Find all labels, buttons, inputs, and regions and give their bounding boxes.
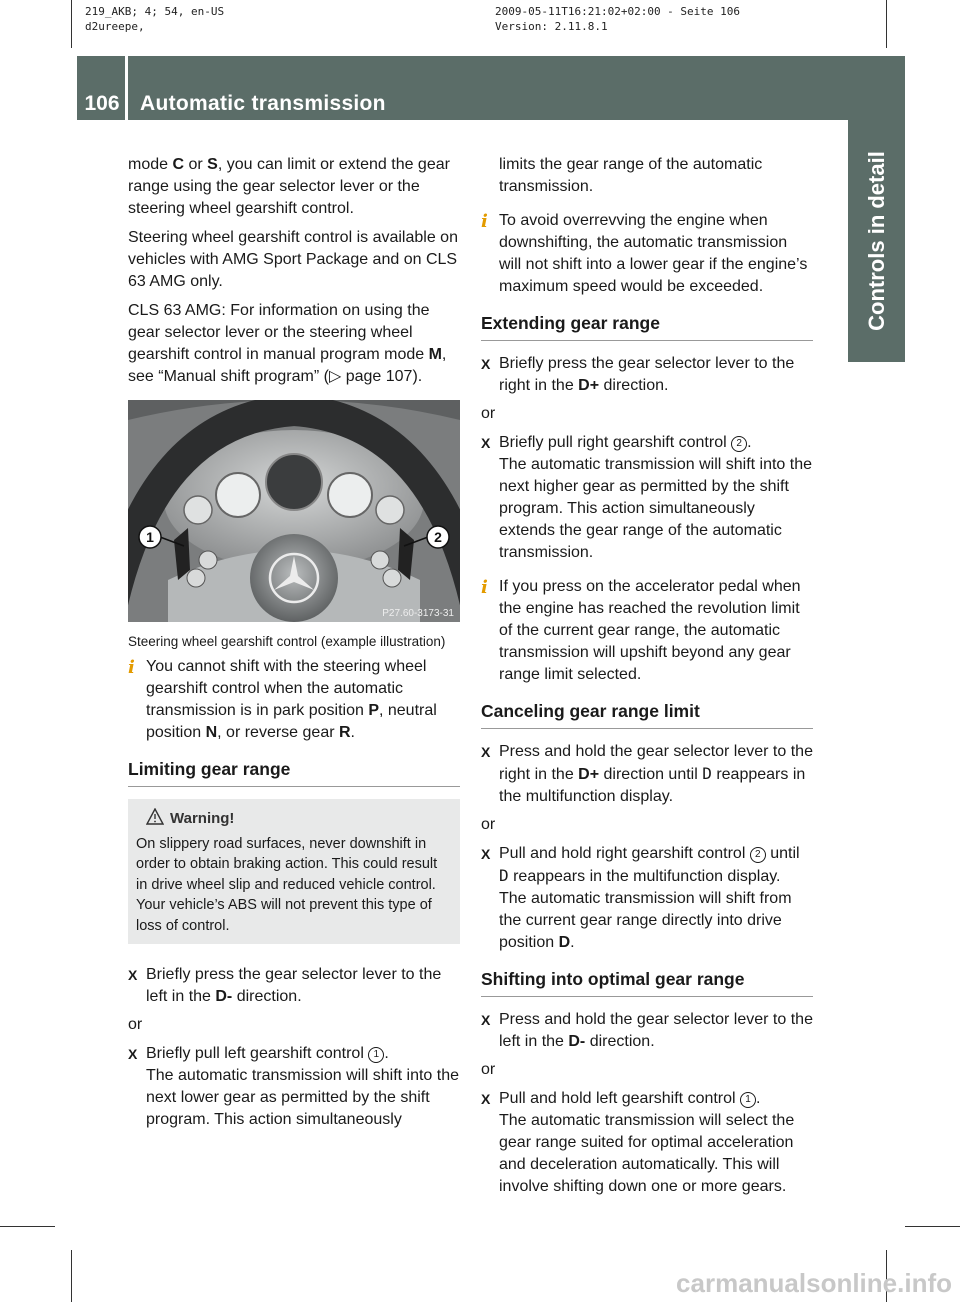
info-note: i To avoid overrevving the engine when downshifting, the automatic transmission will not shift into a lower gear if the engine’s maximum speed would be exceeded. [481, 211, 808, 295]
callout-number-icon: 1 [368, 1047, 384, 1063]
info-note: i If you press on the accelerator pedal when the engine has reached the revolution limit of the current gear range, the automatic transmission will upshift beyond any gear range limit selected. [481, 577, 801, 683]
figure-caption: Steering wheel gearshift control (example illustration) [128, 634, 446, 649]
callout-2: 2 [434, 529, 442, 545]
step-arrow-icon: X [481, 435, 491, 451]
steering-wheel-figure [128, 400, 460, 622]
step-arrow-icon: X [481, 846, 491, 862]
warning-triangle-icon [146, 808, 164, 832]
or-separator: or [481, 1061, 496, 1078]
step-arrow-icon: X [481, 1012, 491, 1028]
crop-mark-top-left [71, 0, 72, 48]
step-arrow-icon: X [481, 744, 491, 760]
right-column [481, 154, 813, 1204]
step-arrow-icon: X [481, 356, 491, 372]
or-separator: or [481, 405, 496, 422]
meta-user: d2ureepe, [85, 20, 145, 33]
print-meta-left [85, 4, 224, 34]
print-meta-right [495, 4, 740, 34]
section-heading: Limiting gear range [128, 758, 460, 787]
paragraph: limits the gear range of the automatic transmission. [499, 156, 763, 195]
instruction-step: X Pull and hold left gearshift control 1 . The automatic transmission will select the gear range suited for optimal acceleration and deceleration automatically. This will involve shifting down one or more gears. [481, 1088, 813, 1198]
footer-rule-right [905, 1226, 960, 1227]
meta-timestamp: 2009-05-11T16:21:02+02:00 - Seite 106 [495, 5, 741, 18]
info-icon: i [481, 577, 488, 598]
instruction-step: X Press and hold the gear selector lever to the left in the D- direction. [481, 1011, 813, 1050]
warning-title: Warning! [170, 809, 452, 830]
step-arrow-icon: X [128, 1046, 138, 1062]
figure-code: P27.60-3173-31 [382, 608, 454, 619]
chapter-tab-label: Controls in detail [863, 151, 889, 331]
step-result: The automatic transmission will shift into the next higher gear as permitted by the shift program. This action simultaneously extends the gear range of the automatic transmission. [499, 456, 813, 561]
section-heading: Canceling gear range limit [481, 700, 813, 729]
paragraph: mode C or S, you can limit or extend the gear range using the gear selector lever or the steering wheel gearshift control. [128, 156, 450, 217]
display-glyph: D [702, 764, 712, 783]
steering-wheel-illustration [128, 400, 460, 622]
footer-rule-left [0, 1226, 55, 1227]
section-heading: Extending gear range [481, 312, 813, 341]
watermark: carmanualsonline.info [676, 1268, 952, 1298]
display-glyph: D [499, 866, 509, 885]
step-result: The automatic transmission will shift into the next lower gear as permitted by the shift program. This action simultaneously [146, 1067, 460, 1128]
instruction-step: X Press and hold the gear selector lever to the right in the D+ direction until D reappears in the multifunction display. [481, 743, 813, 805]
instruction-step: X Briefly pull left gearshift control 1 . The automatic transmission will shift into the next lower gear as permitted by the shift program. This action simultaneously [128, 1043, 460, 1131]
step-result: The automatic transmission will select the gear range suited for optimal acceleration and deceleration automatically. This will involve shifting down one or more gears. [499, 1112, 795, 1195]
paragraph: CLS 63 AMG: For information on using the gear selector lever or the steering wheel gearshift control in manual program mode M, see “Manual shift program” (▷ page 107). [128, 302, 447, 385]
instruction-step: X Briefly pull right gearshift control 2 . The automatic transmission will shift into the next higher gear as permitted by the shift program. This action simultaneously extends the gear range of the automatic transmission. [481, 432, 813, 564]
callout-1: 1 [146, 529, 154, 545]
callout-number-icon: 2 [750, 847, 766, 863]
crop-mark-bottom-left [71, 1250, 72, 1302]
warning-text: On slippery road surfaces, never downshift in order to obtain braking action. This could result in drive wheel slip and reduced vehicle control. Your vehicle’s ABS will not prevent this type of loss of control. [136, 835, 438, 934]
meta-version: Version: 2.11.8.1 [495, 20, 608, 33]
page-number: 106 [84, 92, 120, 115]
callout-number-icon: 1 [740, 1092, 756, 1108]
header-divider [125, 56, 128, 120]
instruction-step: X Pull and hold right gearshift control 2 until D reappears in the multifunction display. The automatic transmission will shift from the current gear range directly into drive position D. [481, 843, 813, 954]
info-icon: i [128, 657, 135, 678]
info-note: i You cannot shift with the steering wheel gearshift control when the automatic transmission is in park position P, neutral position N, or reverse gear R. [128, 657, 437, 741]
paragraph: Steering wheel gearshift control is available on vehicles with AMG Sport Package and on CLS 63 AMG only. [128, 229, 458, 290]
step-arrow-icon: X [128, 967, 138, 983]
step-result: The automatic transmission will shift from the current gear range directly into drive position D. [499, 890, 792, 951]
page-title: Automatic transmission [140, 92, 386, 115]
left-column [128, 154, 460, 1137]
or-separator: or [481, 816, 496, 833]
step-arrow-icon: X [481, 1091, 491, 1107]
or-separator: or [128, 1016, 143, 1033]
crop-mark-top-right [886, 0, 887, 48]
meta-job-id: 219_AKB; 4; 54, en-US [85, 5, 225, 18]
instruction-step: X Briefly press the gear selector lever to the right in the D+ direction. [481, 355, 795, 394]
instruction-step: X Briefly press the gear selector lever to the left in the D- direction. [128, 966, 442, 1005]
callout-number-icon: 2 [731, 436, 747, 452]
warning-box [128, 799, 460, 944]
info-icon: i [481, 211, 488, 232]
section-heading: Shifting into optimal gear range [481, 968, 813, 997]
